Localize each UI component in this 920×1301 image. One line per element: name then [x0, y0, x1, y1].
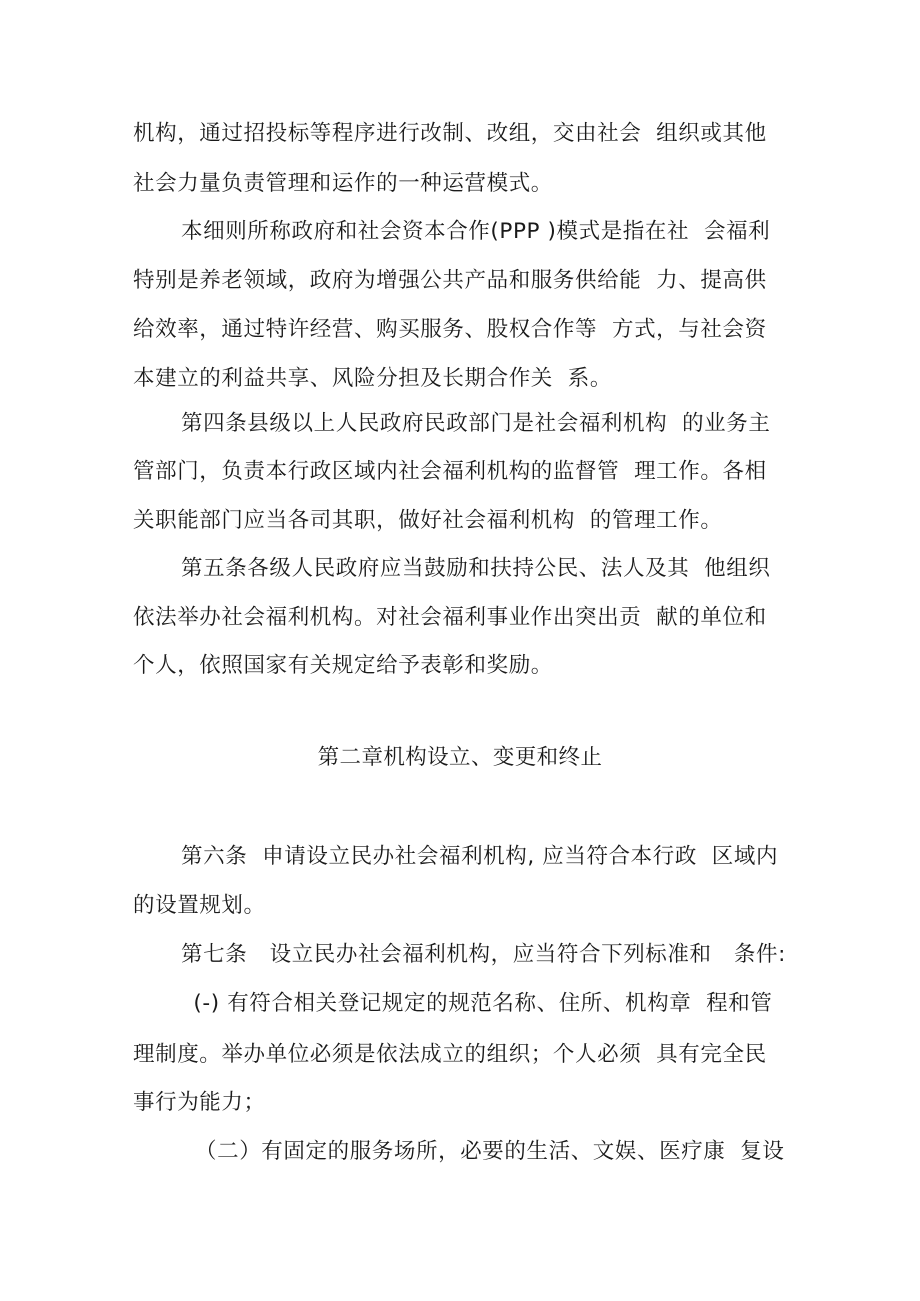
text-line: 个人，依照国家有关规定给予表彰和奖励。 [133, 653, 553, 678]
article-5-start-line: 第五条各级人民政府应当鼓励和扶持公民、法人及其 他组织 [181, 556, 771, 581]
article-7-start-line: 第七条 设立民办社会福利机构，应当符合下列标准和 条件: [181, 942, 786, 967]
text-line: 关职能部门应当各司其职，做好社会福利机构 的管理工作。 [133, 508, 723, 533]
paragraph-start-line: 本细则所称政府和社会资本合作(PPP )模式是指在社 会福利 [181, 219, 771, 244]
item-2-start-line: （二）有固定的服务场所，必要的生活、文娱、医疗康 复设 [195, 1139, 785, 1164]
chapter-heading: 第二章机构设立、变更和终止 [317, 745, 603, 770]
text-line: 社会力量负责管理和运作的一种运营模式。 [133, 171, 553, 196]
text-line: 依法举办社会福利机构。对社会福利事业作出突出贡 献的单位和 [133, 605, 767, 630]
text-line: 的设置规划。 [133, 893, 266, 918]
text-line: 本建立的利益共享、风险分担及长期合作关 系。 [133, 366, 612, 391]
text-line: 机构，通过招投标等程序进行改制、改组，交由社会 组织或其他 [133, 121, 767, 146]
text-line: 事行为能力； [133, 1090, 266, 1115]
text-line: 给效率，通过特许经营、购买服务、股权合作等 方式，与社会资 [133, 317, 767, 342]
article-6-start-line: 第六条 申请设立民办社会福利机构, 应当符合本行政 区域内 [181, 844, 779, 869]
item-1-start-line: (-) 有符合相关登记规定的规范名称、住所、机构章 程和管 [186, 991, 773, 1016]
article-4-start-line: 第四条县级以上人民政府民政部门是社会福利机构 的业务主 [181, 411, 771, 436]
text-line: 管部门，负责本行政区域内社会福利机构的监督管 理工作。各相 [133, 459, 767, 484]
text-line: 特别是养老领域，政府为增强公共产品和服务供给能 力、提高供 [133, 268, 767, 293]
text-line: 理制度。举办单位必须是依法成立的组织；个人必须 具有完全民 [133, 1042, 767, 1067]
